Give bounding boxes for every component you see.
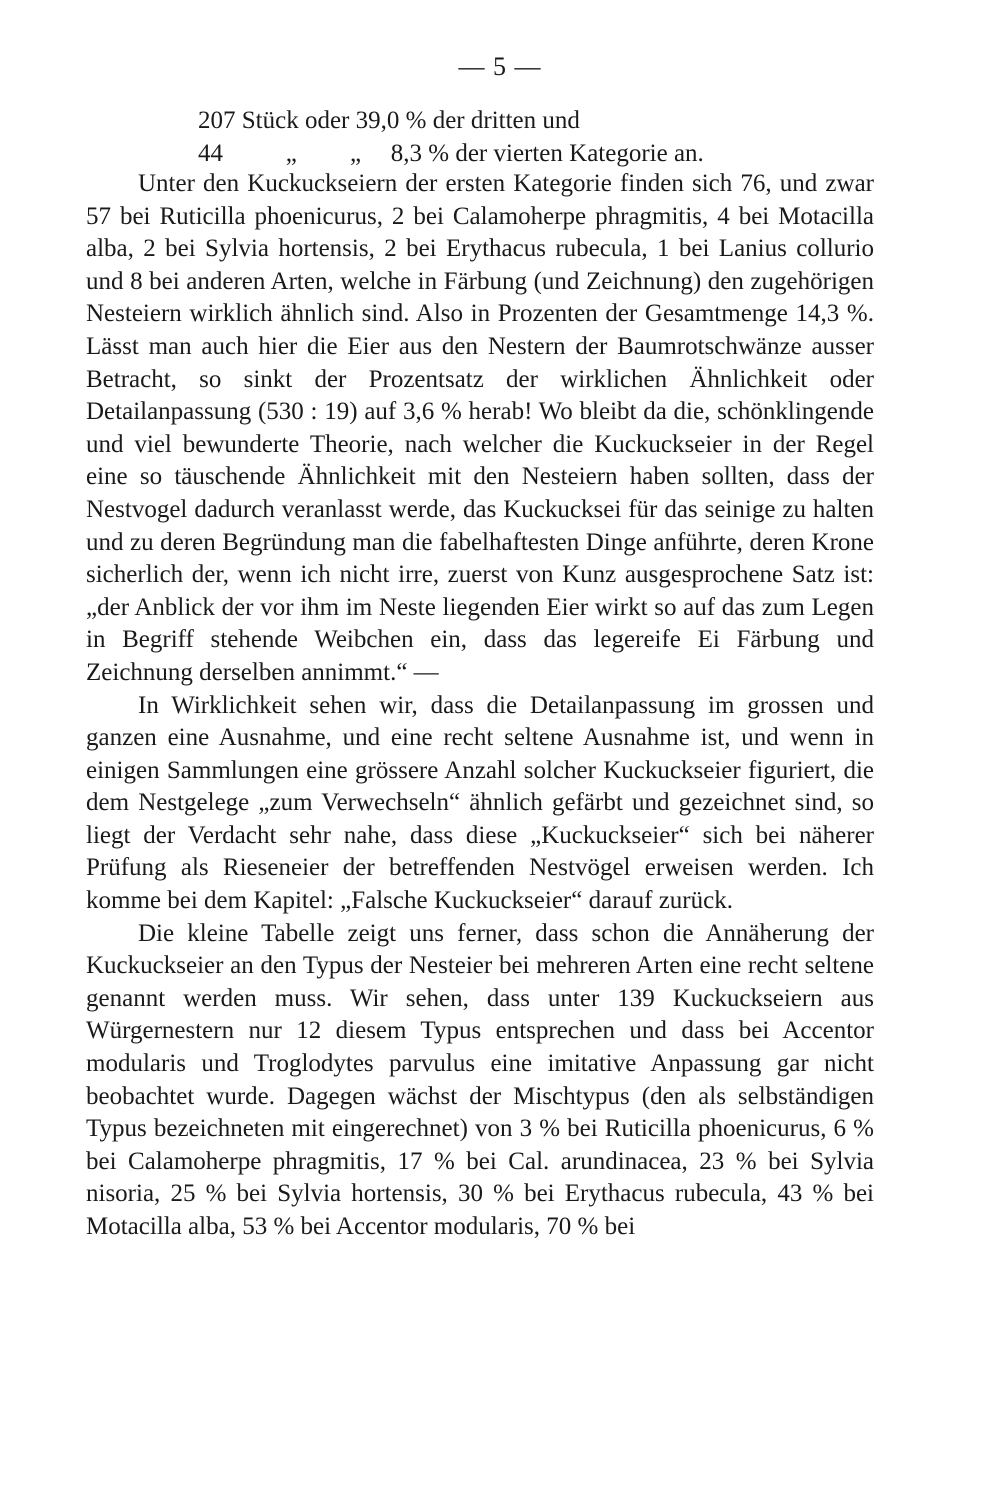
summary-row xyxy=(198,104,704,137)
summary-text: 8,3 % der vierten Kategorie an. xyxy=(390,140,704,167)
summary-lines xyxy=(198,104,704,170)
summary-count: 207 Stück xyxy=(198,107,299,134)
summary-text: oder 39,0 % der dritten und xyxy=(304,107,580,134)
page-number: — 5 — xyxy=(458,52,542,81)
ditto-mark: „ xyxy=(285,140,297,167)
summary-row xyxy=(198,137,704,170)
ditto-mark: „ xyxy=(349,140,362,167)
paragraph: In Wirklichkeit sehen wir, dass die Detailanpassung im grossen und ganzen eine Ausnahme, und eine recht seltene Ausnahme ist, und wenn in einigen Sammlungen eine grössere Anzahl solcher Kuckuckseier figuriert, die dem Nestgelege „zum Verwechseln“ ähnlich gefärbt und gezeichnet sind, so liegt der Verdacht sehr nahe, dass diese „Kuckuckseier“ sich bei näherer Prüfung als Rieseneier der betreffenden Nestvögel erweisen werden. Ich komme bei dem Kapitel: „Falsche Kuckuckseier“ darauf zurück. xyxy=(86,691,874,915)
summary-count: 44 xyxy=(198,140,223,167)
paragraph: Unter den Kuckuckseiern der ersten Kategorie finden sich 76, und zwar 57 bei Ruticilla phoenicurus, 2 bei Calamoherpe phragmitis, 4 bei Motacilla alba, 2 bei Sylvia hortensis, 2 bei Erythacus rubecula, 1 bei Lanius collurio und 8 bei anderen Arten, welche in Färbung (und Zeichnung) den zugehörigen Nesteiern wirklich ähnlich sind. Also in Prozenten der Gesamtmenge 14,3 %. Lässt man auch hier die Eier aus den Nestern der Baumrotschwänze ausser Betracht, so sinkt der Prozentsatz der wirklichen Ähnlichkeit oder Detailanpassung (530 : 19) auf 3,6 % herab! Wo bleibt da die, schönklingende und viel bewunderte Theorie, nach welcher die Kuckuckseier in der Regel eine so täuschende Ähnlichkeit mit den Nesteiern haben sollten, dass der Nestvogel dadurch veranlasst werde, das Kuckucksei für das seinige zu halten und zu deren Begründung man die fabelhaftesten Dinge anführte, deren Krone sicherlich der, wenn ich nicht irre, zuerst von Kunz ausgesprochene Satz ist: „der Anblick der vor ihm im Neste liegenden Eier wirkt so auf das zum Legen in Begriff stehende Weibchen ein, dass das legereife Ei Färbung und Zeichnung derselben annimmt.“ — xyxy=(86,170,874,686)
paragraph: Die kleine Tabelle zeigt uns ferner, dass schon die Annäherung der Kuckuckseier an den Typus der Nesteier bei mehreren Arten eine recht seltene genannt werden muss. Wir sehen, dass unter 139 Kuckuckseiern aus Würgernestern nur 12 diesem Typus entsprechen und dass bei Accentor modularis und Troglodytes parvulus eine imitative Anpassung gar nicht beobachtet wurde. Dagegen wächst der Mischtypus (den als selbständigen Typus bezeichneten mit eingerechnet) von 3 % bei Ruticilla phoenicurus, 6 % bei Calamoherpe phragmitis, 17 % bei Cal. arundinacea, 23 % bei Sylvia nisoria, 25 % bei Sylvia hortensis, 30 % bei Erythacus rubecula, 43 % bei Motacilla alba, 53 % bei Accentor modularis, 70 % bei xyxy=(86,919,874,1240)
body-text xyxy=(86,168,874,1244)
